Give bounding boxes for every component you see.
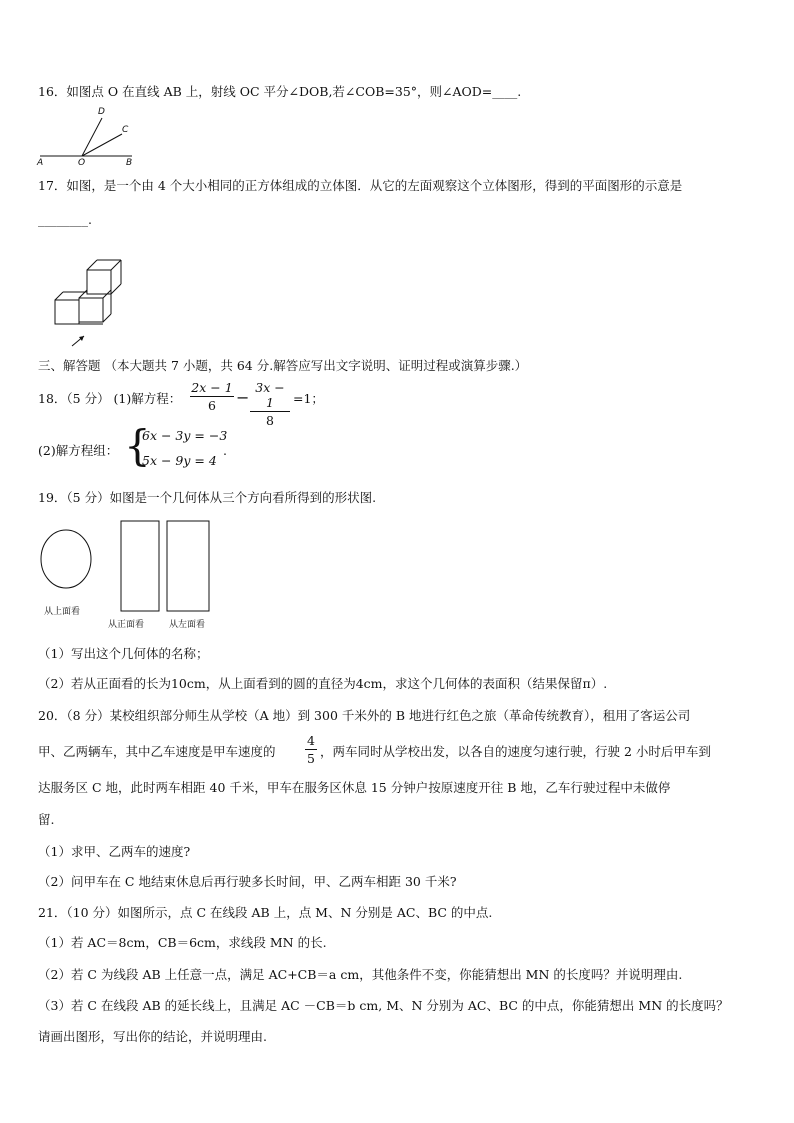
q17-answer-blank[interactable]: ________.	[38, 212, 92, 227]
q19-sub2: （2）若从正面看的长为10cm，从上面看到的圆的直径为4cm，求这个几何体的表面积（结果保留π）.	[38, 676, 608, 691]
q18-label: 18．（5 分） (1)解方程：	[38, 391, 182, 406]
q17-line1: 17．如图，是一个由 4 个大小相同的正方体组成的立体图．从它的左面观察这个立体图形，得到的平面图形的示意是	[38, 178, 683, 193]
q18-period: .	[223, 443, 227, 458]
q20-fraction: 4 5	[305, 733, 317, 766]
section3-title: 三、解答题 （本大题共 7 小题，共 64 分.解答应写出文字说明、证明过程或演算步骤.）	[38, 358, 528, 373]
q18-rhs: =1；	[293, 391, 324, 406]
q16-label-o: O	[78, 158, 86, 168]
q20-sub1: （1）求甲、乙两车的速度?	[38, 844, 191, 859]
q16-label-a: A	[37, 158, 44, 168]
q16-label-b: B	[126, 158, 133, 168]
q19-view-left-label: 从左面看	[169, 620, 206, 630]
q19-views-figure	[38, 518, 218, 618]
q16-text: 16．如图点 O 在直线 AB 上，射线 OC 平分∠DOB,若∠COB=35°，则∠AOD=____.	[38, 84, 522, 99]
q20-line2b: ，两车同时从学校出发，以各自的速度匀速行驶，行驶 2 小时后甲车到	[320, 744, 711, 759]
q18-part2-label: (2)解方程组：	[38, 443, 119, 458]
q20-line1: 20．（8 分）某校组织部分师生从学校（A 地）到 300 千米外的 B 地进行红色之旅（革命传统教育），租用了客运公司	[38, 708, 691, 723]
q19-title: 19．（5 分）如图是一个几何体从三个方向看所得到的形状图.	[38, 490, 377, 505]
q18-fraction-2: 3x − 1 8	[250, 380, 290, 428]
q20-line4: 留.	[38, 812, 55, 827]
q18-minus: −	[236, 388, 250, 407]
q21-sub2: （2）若 C 为线段 AB 上任意一点，满足 AC+CB＝a cm，其他条件不变，你能猜想出 MN 的长度吗？并说明理由.	[38, 967, 683, 982]
q20-line2a: 甲、乙两辆车，其中乙车速度是甲车速度的	[38, 744, 276, 759]
q20-line3: 达服务区 C 地，此时两车相距 40 千米，甲车在服务区休息 15 分钟户按原速度开往 B 地，乙车行驶过程中未做停	[38, 780, 671, 795]
q16-label-c: C	[122, 125, 129, 135]
q21-title: 21．（10 分）如图所示，点 C 在线段 AB 上，点 M、N 分别是 AC、BC 的中点.	[38, 905, 493, 920]
q18-system-brace: {	[124, 421, 151, 470]
q18-eq1: 6x − 3y = −3	[142, 428, 228, 443]
q21-sub1: （1）若 AC＝8cm，CB＝6cm，求线段 MN 的长.	[38, 935, 327, 950]
q19-view-front-label: 从正面看	[108, 620, 145, 630]
q18-eq2: 5x − 9y = 4	[142, 453, 217, 468]
q21-sub3: （3）若 C 在线段 AB 的延长线上，且满足 AC －CB＝b cm, M、N 分别为 AC、BC 的中点，你能猜想出 MN 的长度吗？	[38, 998, 729, 1013]
q18-fraction-1: 2x − 1 6	[191, 380, 233, 413]
q16-label-d: D	[98, 107, 105, 117]
q19-sub1: （1）写出这个几何体的名称；	[38, 646, 209, 661]
q19-view-top-label: 从上面看	[44, 607, 81, 617]
q16-angle-figure	[40, 106, 140, 166]
q20-sub2: （2）问甲车在 C 地结束休息后再行驶多长时间，甲、乙两车相距 30 千米?	[38, 874, 457, 889]
q17-cube-stack-figure	[52, 258, 132, 348]
q16-answer-blank[interactable]: ____	[492, 84, 518, 99]
q21-sub3b: 请画出图形，写出你的结论，并说明理由.	[38, 1029, 267, 1044]
